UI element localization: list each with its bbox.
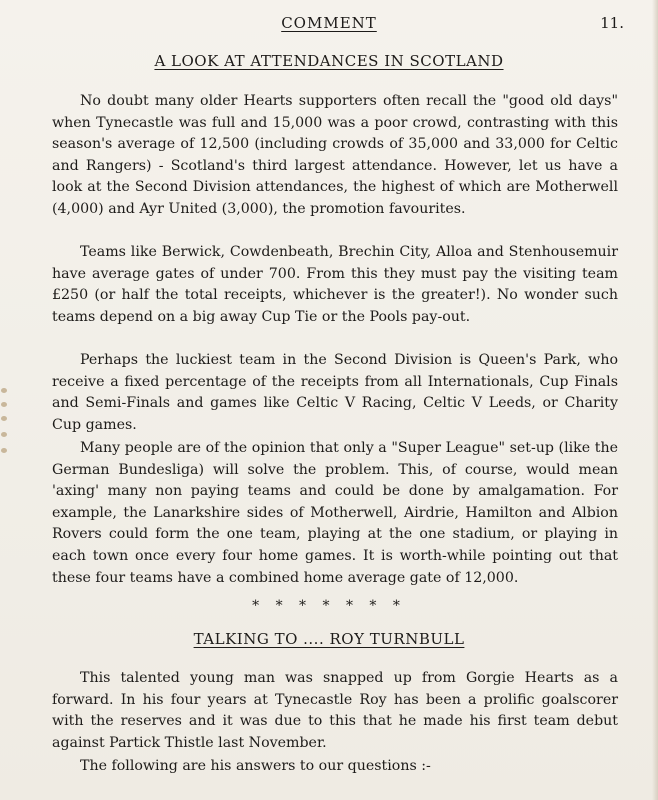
article-paragraph: No doubt many older Hearts supporters often recall the "good old days" when Tynecastle was full and 15,000 was a poor crowd, contrasting with this season's average of 12,500 (including crowds of 35,000 and 33,000 for Celtic and Rangers) - Scotland's third largest attendance. However, let us have a look at the Second Division attendances, the highest of which are Motherwell (4,000) and Ayr United (3,000), the promotion favourites. (52, 93, 618, 217)
article-title-interview-text: TALKING TO .... ROY TURNBULL (193, 630, 465, 648)
section-separator: * * * * * * * (252, 598, 406, 614)
binding-staple-marks (0, 388, 10, 458)
page-edge-shadow (652, 0, 658, 800)
article-title-interview (0, 630, 658, 648)
page-number: 11. (600, 14, 624, 32)
article-title-attendances (0, 52, 658, 70)
article-paragraph: Many people are of the opinion that only a "Super League" set-up (like the German Bundesliga) will solve the problem. This, of course, would mean 'axing' many non paying teams and could be done by amalgamation. For example, the Lanarkshire sides of Motherwell, Airdrie, Hamilton and Albion Rovers could form the one team, playing at the one stadium, or playing in each town once every four home games. It is worth-while pointing out that these four teams have a combined home average gate of 12,000. (52, 440, 618, 586)
article-paragraph: Perhaps the luckiest team in the Second Division is Queen's Park, who receive a fixed percentage of the receipts from all Internationals, Cup Finals and Semi-Finals and games like Celtic V Racing, Celtic V Leeds, or Charity Cup games. (52, 352, 618, 433)
section-header-label: COMMENT (281, 14, 377, 32)
section-header (0, 14, 658, 32)
article-title-attendances-text: A LOOK AT ATTENDANCES IN SCOTLAND (154, 52, 504, 70)
article-paragraph: Teams like Berwick, Cowdenbeath, Brechin City, Alloa and Stenhousemuir have average gates of under 700. From this they must pay the visiting team £250 (or half the total receipts, whichever is the greater!). No wonder such teams depend on a big away Cup Tie or the Pools pay-out. (52, 244, 618, 325)
interview-paragraph: The following are his answers to our questions :- (80, 758, 431, 774)
interview-paragraph: This talented young man was snapped up from Gorgie Hearts as a forward. In his four years at Tynecastle Roy has been a prolific goalscorer with the reserves and it was due to this that he made his first team debut against Partick Thistle last November. (52, 670, 618, 751)
